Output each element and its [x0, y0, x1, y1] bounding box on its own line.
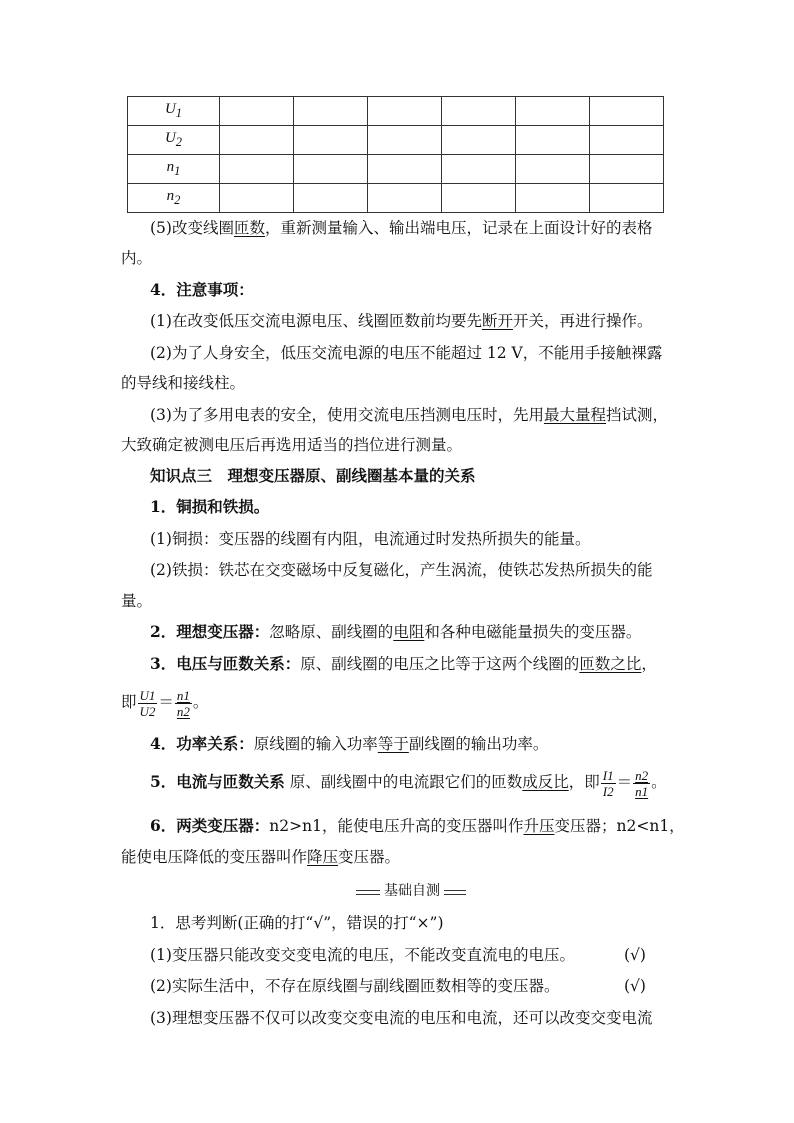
table-cell — [516, 155, 590, 184]
table-row — [128, 97, 664, 126]
point-1b-line1: (2)铁损：铁芯在交变磁场中反复磁化，产生涡流，使铁芯发热所损失的能 — [150, 561, 653, 579]
table-cell — [294, 155, 368, 184]
table-cell — [220, 97, 294, 126]
table-cell — [442, 184, 516, 213]
point-1-title: 1．铜损和铁损。 — [150, 497, 270, 516]
step5-line2: 内。 — [121, 249, 153, 267]
table-cell — [220, 184, 294, 213]
point-5: 5．电流与匝数关系 原、副线圈中的电流跟它们的匝数成反比，即 $\frac{I1}{I2}$ ＝ $\frac{n2}{n1}$ 。 — [150, 767, 667, 799]
table-row — [128, 155, 664, 184]
table-cell — [294, 184, 368, 213]
table-cell — [442, 97, 516, 126]
table-cell — [590, 126, 664, 155]
section-heading: 知识点三 理想变压器原、副线圈基本量的关系 — [150, 466, 476, 485]
point-6-line2: 能使电压降低的变压器叫作降压变压器。 — [121, 848, 401, 866]
table-cell — [294, 126, 368, 155]
table-cell — [442, 155, 516, 184]
voltage-ratio-fraction: $\frac{U1}{U2}$ — [139, 687, 156, 719]
point-3-formula: 即 $\frac{U1}{U2}$ ＝ $\frac{n1}{n2}$ 。 — [121, 687, 209, 719]
table-cell — [220, 126, 294, 155]
note-1: (1)在改变低压交流电源电压、线圈匝数前均要先断开开关，再进行操作。 — [150, 312, 653, 330]
quiz-item-3: (3)理想变压器不仅可以改变交变电流的电压和电流，还可以改变交变电流 — [150, 1009, 653, 1027]
table-cell — [368, 97, 442, 126]
table-cell — [590, 155, 664, 184]
note-2-line2: 的导线和接线柱。 — [121, 374, 246, 392]
inverse-turns-ratio-fraction: $\frac{n2}{n1}$ — [635, 767, 649, 799]
table-cell — [368, 184, 442, 213]
note-3-line2: 大致确定被测电压后再选用适当的挡位进行测量。 — [121, 436, 463, 454]
point-6-line1: 6．两类变压器：n2>n1，能使电压升高的变压器叫作升压变压器；n2<n1， — [150, 816, 685, 835]
row-label-n1: $n_1$ — [128, 155, 220, 184]
point-4: 4．功率关系：原线圈的输入功率等于副线圈的输出功率。 — [150, 734, 549, 753]
point-3-line1: 3．电压与匝数关系：原、副线圈的电压之比等于这两个线圈的匝数之比， — [150, 654, 657, 673]
table-cell — [590, 184, 664, 213]
row-label-u2: $U_2$ — [128, 126, 220, 155]
section-banner — [356, 881, 466, 901]
table-cell — [442, 126, 516, 155]
quiz-item-1-answer: (√) — [624, 946, 646, 964]
point-1a: (1)铜损：变压器的线圈有内阻，电流通过时发热所损失的能量。 — [150, 530, 591, 548]
step5-line1: (5)改变线圈匝数，重新测量输入、输出端电压，记录在上面设计好的表格 — [150, 219, 653, 237]
row-label-n2: $n_2$ — [128, 184, 220, 213]
table-cell — [590, 97, 664, 126]
notes-title: 4．注意事项： — [150, 280, 254, 299]
note-2-line1: (2)为了人身安全，低压交流电源的电压不能超过 12 V，不能用手接触裸露 — [150, 344, 663, 362]
table-cell — [294, 97, 368, 126]
note-3-line1: (3)为了多用电表的安全，使用交流电压挡测电压时，先用最大量程挡试测， — [150, 406, 668, 424]
row-label-u1: $U_1$ — [128, 97, 220, 126]
table-cell — [516, 184, 590, 213]
table-row — [128, 126, 664, 155]
table-cell — [368, 126, 442, 155]
table-cell — [516, 126, 590, 155]
table-cell — [220, 155, 294, 184]
table-cell — [516, 97, 590, 126]
banner-label: 基础自测 — [380, 881, 444, 901]
point-2: 2．理想变压器：忽略原、副线圈的电阻和各种电磁能量损失的变压器。 — [150, 622, 642, 641]
current-ratio-fraction: $\frac{I1}{I2}$ — [602, 767, 614, 799]
quiz-item-2-answer: (√) — [624, 977, 646, 995]
measurement-table — [127, 96, 664, 213]
point-1b-line2: 量。 — [121, 592, 153, 610]
quiz-item-2: (2)实际生活中，不存在原线圈与副线圈匝数相等的变压器。 — [150, 977, 560, 995]
quiz-item-1: (1)变压器只能改变交变电流的电压，不能改变直流电的电压。 — [150, 946, 575, 964]
turns-ratio-fraction: $\frac{n1}{n2}$ — [176, 687, 190, 719]
table-cell — [368, 155, 442, 184]
quiz-question-1: 1．思考判断(正确的打“√”，错误的打“×”) — [150, 914, 444, 932]
table-row — [128, 184, 664, 213]
